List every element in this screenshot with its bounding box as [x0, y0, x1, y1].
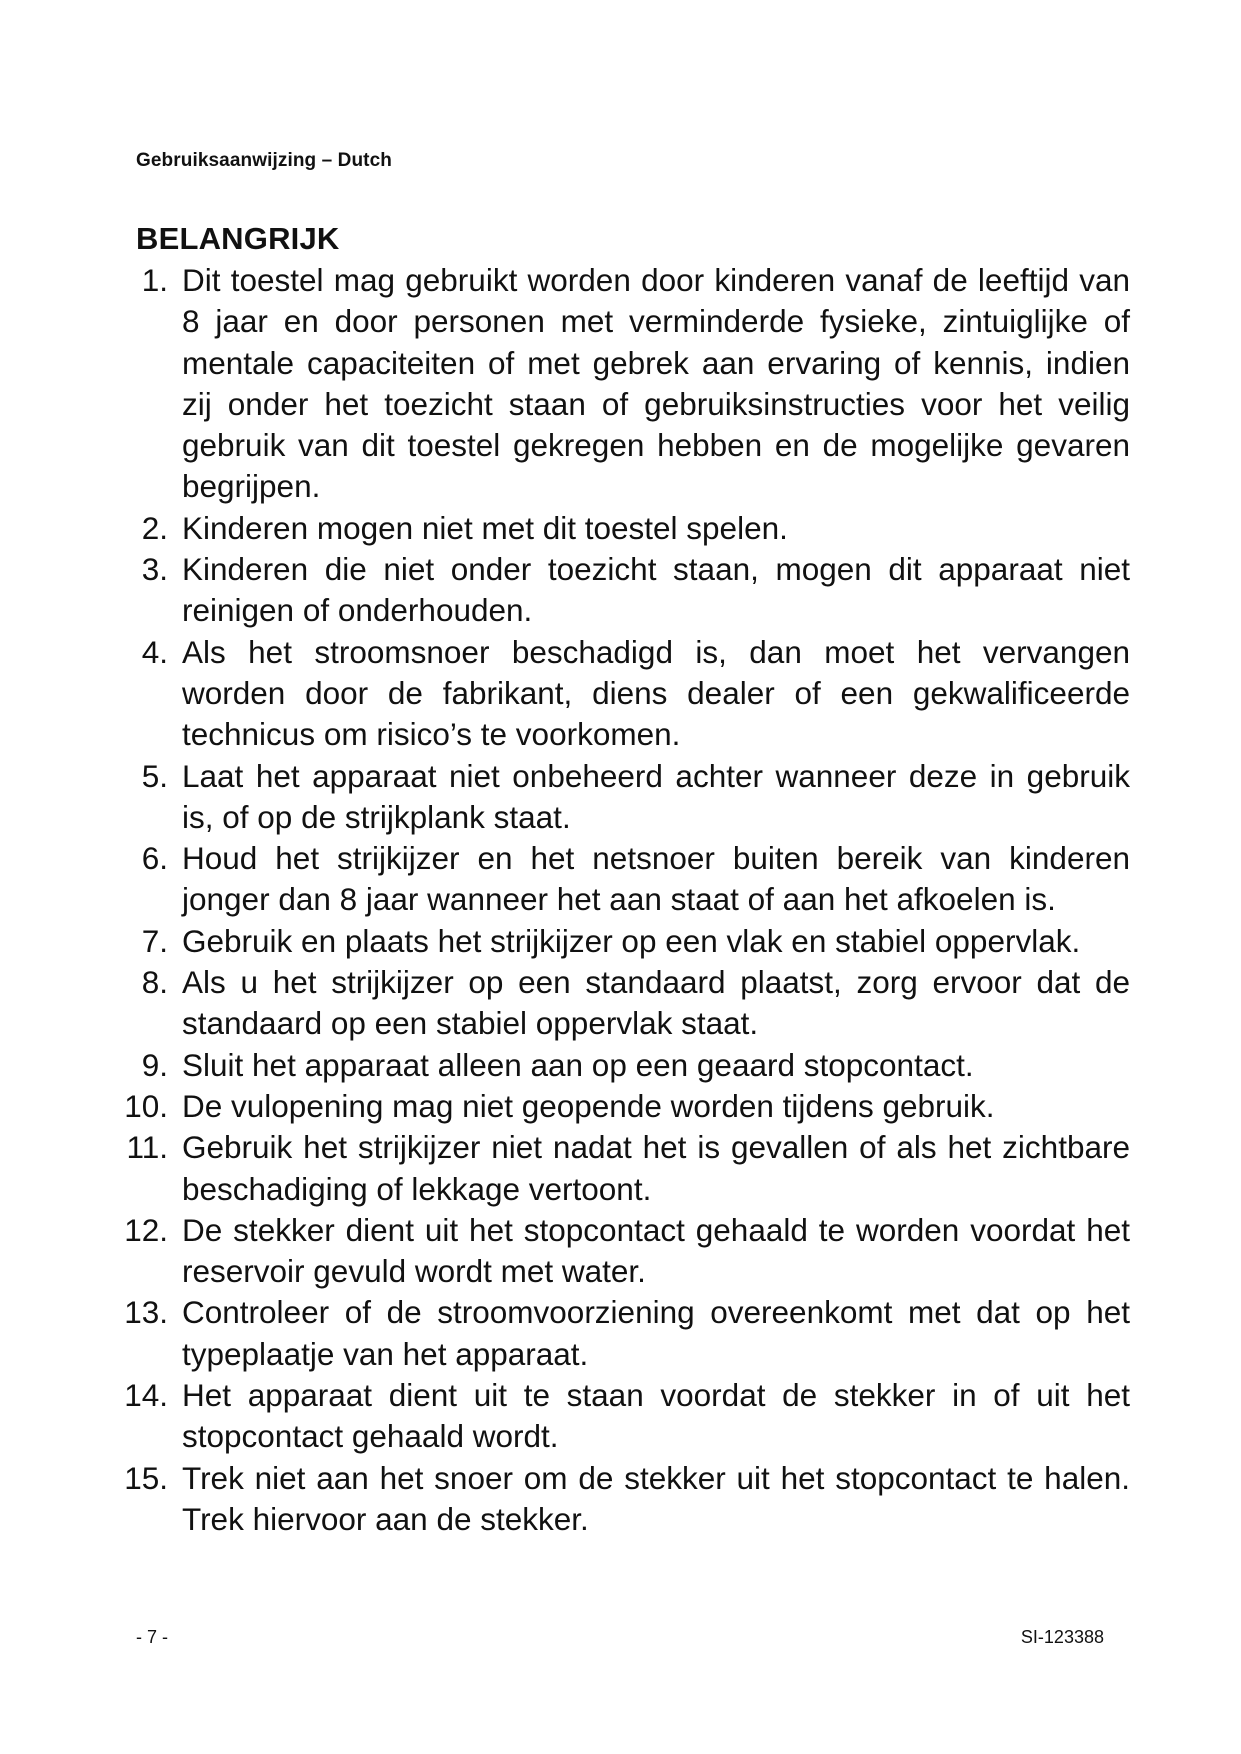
list-item [100, 508, 1130, 549]
list-item-number: 12. [124, 1211, 168, 1248]
list-item-number: 8. [141, 964, 168, 1001]
list-item-text: Kinderen die niet onder toezicht staan, mogen dit apparaat niet reinigen of onderhouden. [182, 551, 1130, 629]
list-item-text: Als u het strijkijzer op een standaard plaatst, zorg ervoor dat de standaard op een stabiel oppervlak staat. [182, 964, 1130, 1042]
list-item-text: Trek niet aan het snoer om de stekker uit het stopcontact te halen. Trek hiervoor aan de stekker. [182, 1459, 1130, 1537]
list-item-number: 3. [141, 551, 168, 588]
list-item [100, 1086, 1130, 1127]
list-item [100, 838, 1130, 921]
list-item-number: 5. [141, 757, 168, 794]
list-item-number: 15. [124, 1459, 168, 1496]
list-item-text: Gebruik het strijkijzer niet nadat het is gevallen of als het zichtbare beschadiging of lekkage vertoont. [182, 1129, 1130, 1207]
list-item-number: 11. [126, 1129, 168, 1166]
list-item [100, 260, 1130, 508]
list-item [100, 1375, 1130, 1458]
list-item-text: Houd het strijkijzer en het netsnoer buiten bereik van kinderen jonger dan 8 jaar wanneer het aan staat of aan het afkoelen is. [182, 840, 1130, 918]
list-item-number: 13. [124, 1294, 168, 1331]
list-item [100, 1292, 1130, 1375]
list-item [100, 1458, 1130, 1541]
page-number: - 7 - [136, 1627, 169, 1647]
list-item [100, 549, 1130, 632]
list-item [100, 632, 1130, 756]
list-item-text: Gebruik en plaats het strijkijzer op een vlak en stabiel oppervlak. [182, 922, 1081, 959]
list-item-number: 6. [141, 840, 168, 877]
safety-instructions-list [100, 260, 1130, 1540]
document-code: SI-123388 [1020, 1627, 1104, 1647]
list-item [100, 756, 1130, 839]
list-item-text: De stekker dient uit het stopcontact gehaald te worden voordat het reservoir gevuld wordt met water. [182, 1211, 1130, 1290]
list-item-text: Kinderen mogen niet met dit toestel spelen. [182, 509, 788, 546]
list-item-number: 2. [141, 509, 168, 546]
list-item-number: 4. [141, 633, 168, 670]
list-item [100, 1210, 1130, 1293]
list-item [100, 962, 1130, 1045]
list-item-text: Laat het apparaat niet onbeheerd achter wanneer deze in gebruik is, of op de strijkplank staat. [182, 757, 1130, 835]
list-item-text: Controleer of de stroomvoorziening overeenkomt met dat op het typeplaatje van het apparaat. [182, 1294, 1130, 1372]
list-item-text: Als het stroomsnoer beschadigd is, dan moet het vervangen worden door de fabrikant, diens dealer of een gekwalificeerde technicus om risico’s te voorkomen. [182, 633, 1130, 753]
list-item-text: Het apparaat dient uit te staan voordat de stekker in of uit het stopcontact gehaald wordt. [182, 1377, 1130, 1455]
list-item [100, 921, 1130, 962]
list-item [100, 1127, 1130, 1210]
language-header: Gebruiksaanwijzing – Dutch [136, 150, 392, 171]
section-title: BELANGRIJK [136, 221, 340, 256]
list-item-number: 7. [141, 922, 168, 959]
list-item-number: 10. [124, 1087, 168, 1124]
list-item-text: Sluit het apparaat alleen aan op een geaard stopcontact. [182, 1046, 974, 1083]
list-item-number: 14. [124, 1377, 168, 1414]
list-item-text: De vulopening mag niet geopende worden tijdens gebruik. [182, 1087, 995, 1124]
list-item [100, 1045, 1130, 1086]
list-item-number: 1. [141, 262, 168, 298]
list-item-number: 9. [141, 1046, 168, 1083]
list-item-text: Dit toestel mag gebruikt worden door kinderen vanaf de leeftijd van 8 jaar en door personen met verminderde fysieke, zintuiglijke of mentale capaciteiten of met gebrek aan ervaring of kennis, indien zij onder het toezicht staan of gebruiksinstructies voor het veilig gebruik van dit toestel gekregen hebben en de mogelijke gevaren begrijpen. [182, 262, 1130, 505]
